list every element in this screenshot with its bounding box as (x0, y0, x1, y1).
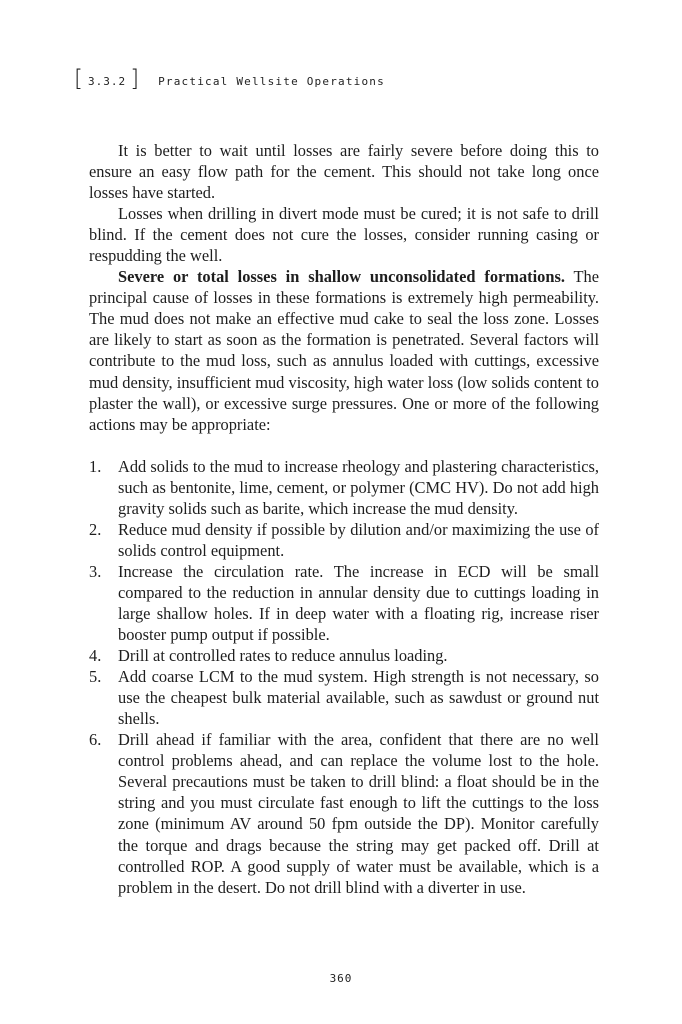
paragraph-1: It is better to wait until losses are fairly severe before doing this to ensure an easy flow path for the cement. This should not take long once losses have started. (89, 141, 599, 203)
paragraph-3-text: The principal cause of losses in these formations is extremely high permeability. The mud does not make an effective mud cake to seal the loss zone. Losses are likely to start as soon as the formation is penetrated. Several factors will contribute to the mud loss, such as annulus loaded with cuttings, excessive mud density, insufficient mud viscosity, high water loss (low solids content to plaster the wall), or excessive surge pressures. One or more of the following actions may be appropriate: (89, 267, 599, 434)
paragraph-3 (89, 266, 599, 434)
list-item (89, 561, 599, 645)
list-item (89, 645, 599, 666)
list-item (89, 666, 599, 729)
list-item-number: 4. (89, 646, 102, 666)
list-item-number: 5. (89, 667, 102, 687)
page-number: 360 (329, 972, 353, 985)
list-item-text: Increase the circulation rate. The increase in ECD will be small compared to the reduction in annular density due to cuttings loading in large shallow holes. If in deep water with a floating rig, increase riser booster pump output if possible. (118, 561, 599, 645)
list-item-number: 6. (89, 730, 102, 750)
section-number: 3.3.2 (87, 74, 127, 88)
page-body (89, 140, 599, 898)
list-item-number: 1. (89, 456, 102, 476)
list-item (89, 456, 599, 519)
list-item-number: 2. (89, 519, 102, 539)
actions-list (89, 456, 599, 898)
list-item-text: Drill at controlled rates to reduce annulus loading. (118, 646, 448, 666)
list-item-text: Add coarse LCM to the mud system. High strength is not necessary, so use the cheapest bulk material available, such as sawdust or ground nut shells. (118, 667, 599, 729)
bracket-close: ] (130, 66, 141, 92)
running-header (74, 66, 385, 96)
list-item-text: Add solids to the mud to increase rheology and plastering characteristics, such as bentonite, lime, cement, or polymer (CMC HV). Do not add high gravity solids such as barite, which increase the mud density. (118, 456, 599, 518)
list-item-number: 3. (89, 561, 102, 581)
list-item (89, 519, 599, 561)
paragraph-3-heading: Severe or total losses in shallow unconsolidated formations. (118, 267, 565, 287)
list-item (89, 729, 599, 897)
list-item-text: Reduce mud density if possible by dilution and/or maximizing the use of solids control equipment. (118, 519, 599, 560)
paragraph-2: Losses when drilling in divert mode must be cured; it is not safe to drill blind. If the cement does not cure the losses, consider running casing or respudding the well. (89, 204, 599, 266)
list-item-text: Drill ahead if familiar with the area, confident that there are no well control problems ahead, and can replace the volume lost to the hole. Several precautions must be taken to drill blind: a float should be in the string and you must circulate fast enough to lift the cuttings to the loss zone (minimum AV around 50 fpm outside the DP). Monitor carefully the torque and drags because the string may get packed off. Drill at controlled ROP. A good supply of water must be available, which is a problem in the desert. Do not drill blind with a diverter in use. (118, 730, 599, 897)
chapter-title: Practical Wellsite Operations (158, 74, 385, 88)
bracket-open: [ (74, 66, 84, 92)
